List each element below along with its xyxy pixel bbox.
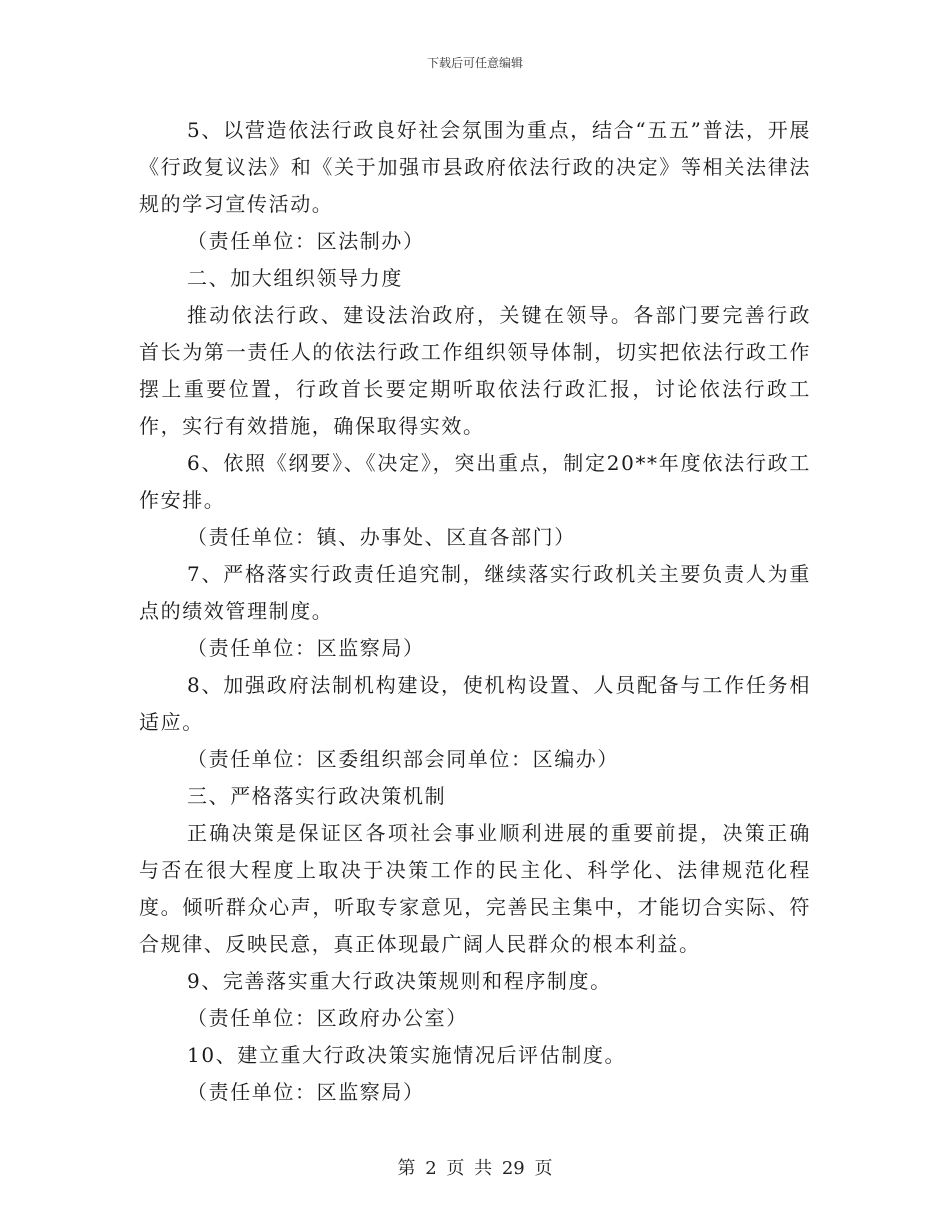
responsibility-note: （责任单位：镇、办事处、区直各部门） [187,525,576,549]
section-body-3: 正确决策是保证区各项社会事业顺利进展的重要前提，决策正确与否在很大程度上取决于决策工作的民主化、科学化、法律规范化程度。倾听群众心声，听取专家意见，完善民主集中，才能切合实际、符合规律、反映民意，真正体现最广阔人民群众的根本利益。 [139,821,811,956]
section-heading-3: 三、严格落实行政决策机制 [187,784,447,808]
responsibility-note: （责任单位：区法制办） [187,229,425,253]
section-heading-2: 二、加大组织领导力度 [187,266,403,290]
section-body-2: 推动依法行政、建设法治政府，关键在领导。各部门要完善行政首长为第一责任人的依法行政工作组织领导体制，切实把依法行政工作摆上重要位置，行政首长要定期听取依法行政汇报，讨论依法行政工作，实行有效措施，确保取得实效。 [139,303,811,438]
responsibility-note: （责任单位：区委组织部会同单位：区编办） [187,747,619,771]
responsibility-note: （责任单位：区政府办公室） [187,1006,468,1030]
paragraph-item-6: 6、依照《纲要》、《决定》，突出重点，制定20**年度依法行政工作安排。 [139,451,811,512]
responsibility-note: （责任单位：区监察局） [187,636,425,660]
paragraph-item-7: 7、严格落实行政责任追究制，继续落实行政机关主要负责人为重点的绩效管理制度。 [139,562,811,623]
document-body [139,112,811,1111]
responsibility-note: （责任单位：区监察局） [187,1080,425,1104]
paragraph-item-10: 10、建立重大行政决策实施情况后评估制度。 [187,1043,627,1067]
paragraph-item-5: 5、以营造依法行政良好社会氛围为重点，结合“五五”普法，开展《行政复议法》和《关于加强市县政府依法行政的决定》等相关法律法规的学习宣传活动。 [139,118,811,216]
paragraph-item-9: 9、完善落实重大行政决策规则和程序制度。 [187,969,612,993]
paragraph-item-8: 8、加强政府法制机构建设，使机构设置、人员配备与工作任务相适应。 [139,673,811,734]
page-header: 下载后可任意编辑 [426,56,523,70]
page-footer: 第 2 页 共 29 页 [397,1158,553,1179]
